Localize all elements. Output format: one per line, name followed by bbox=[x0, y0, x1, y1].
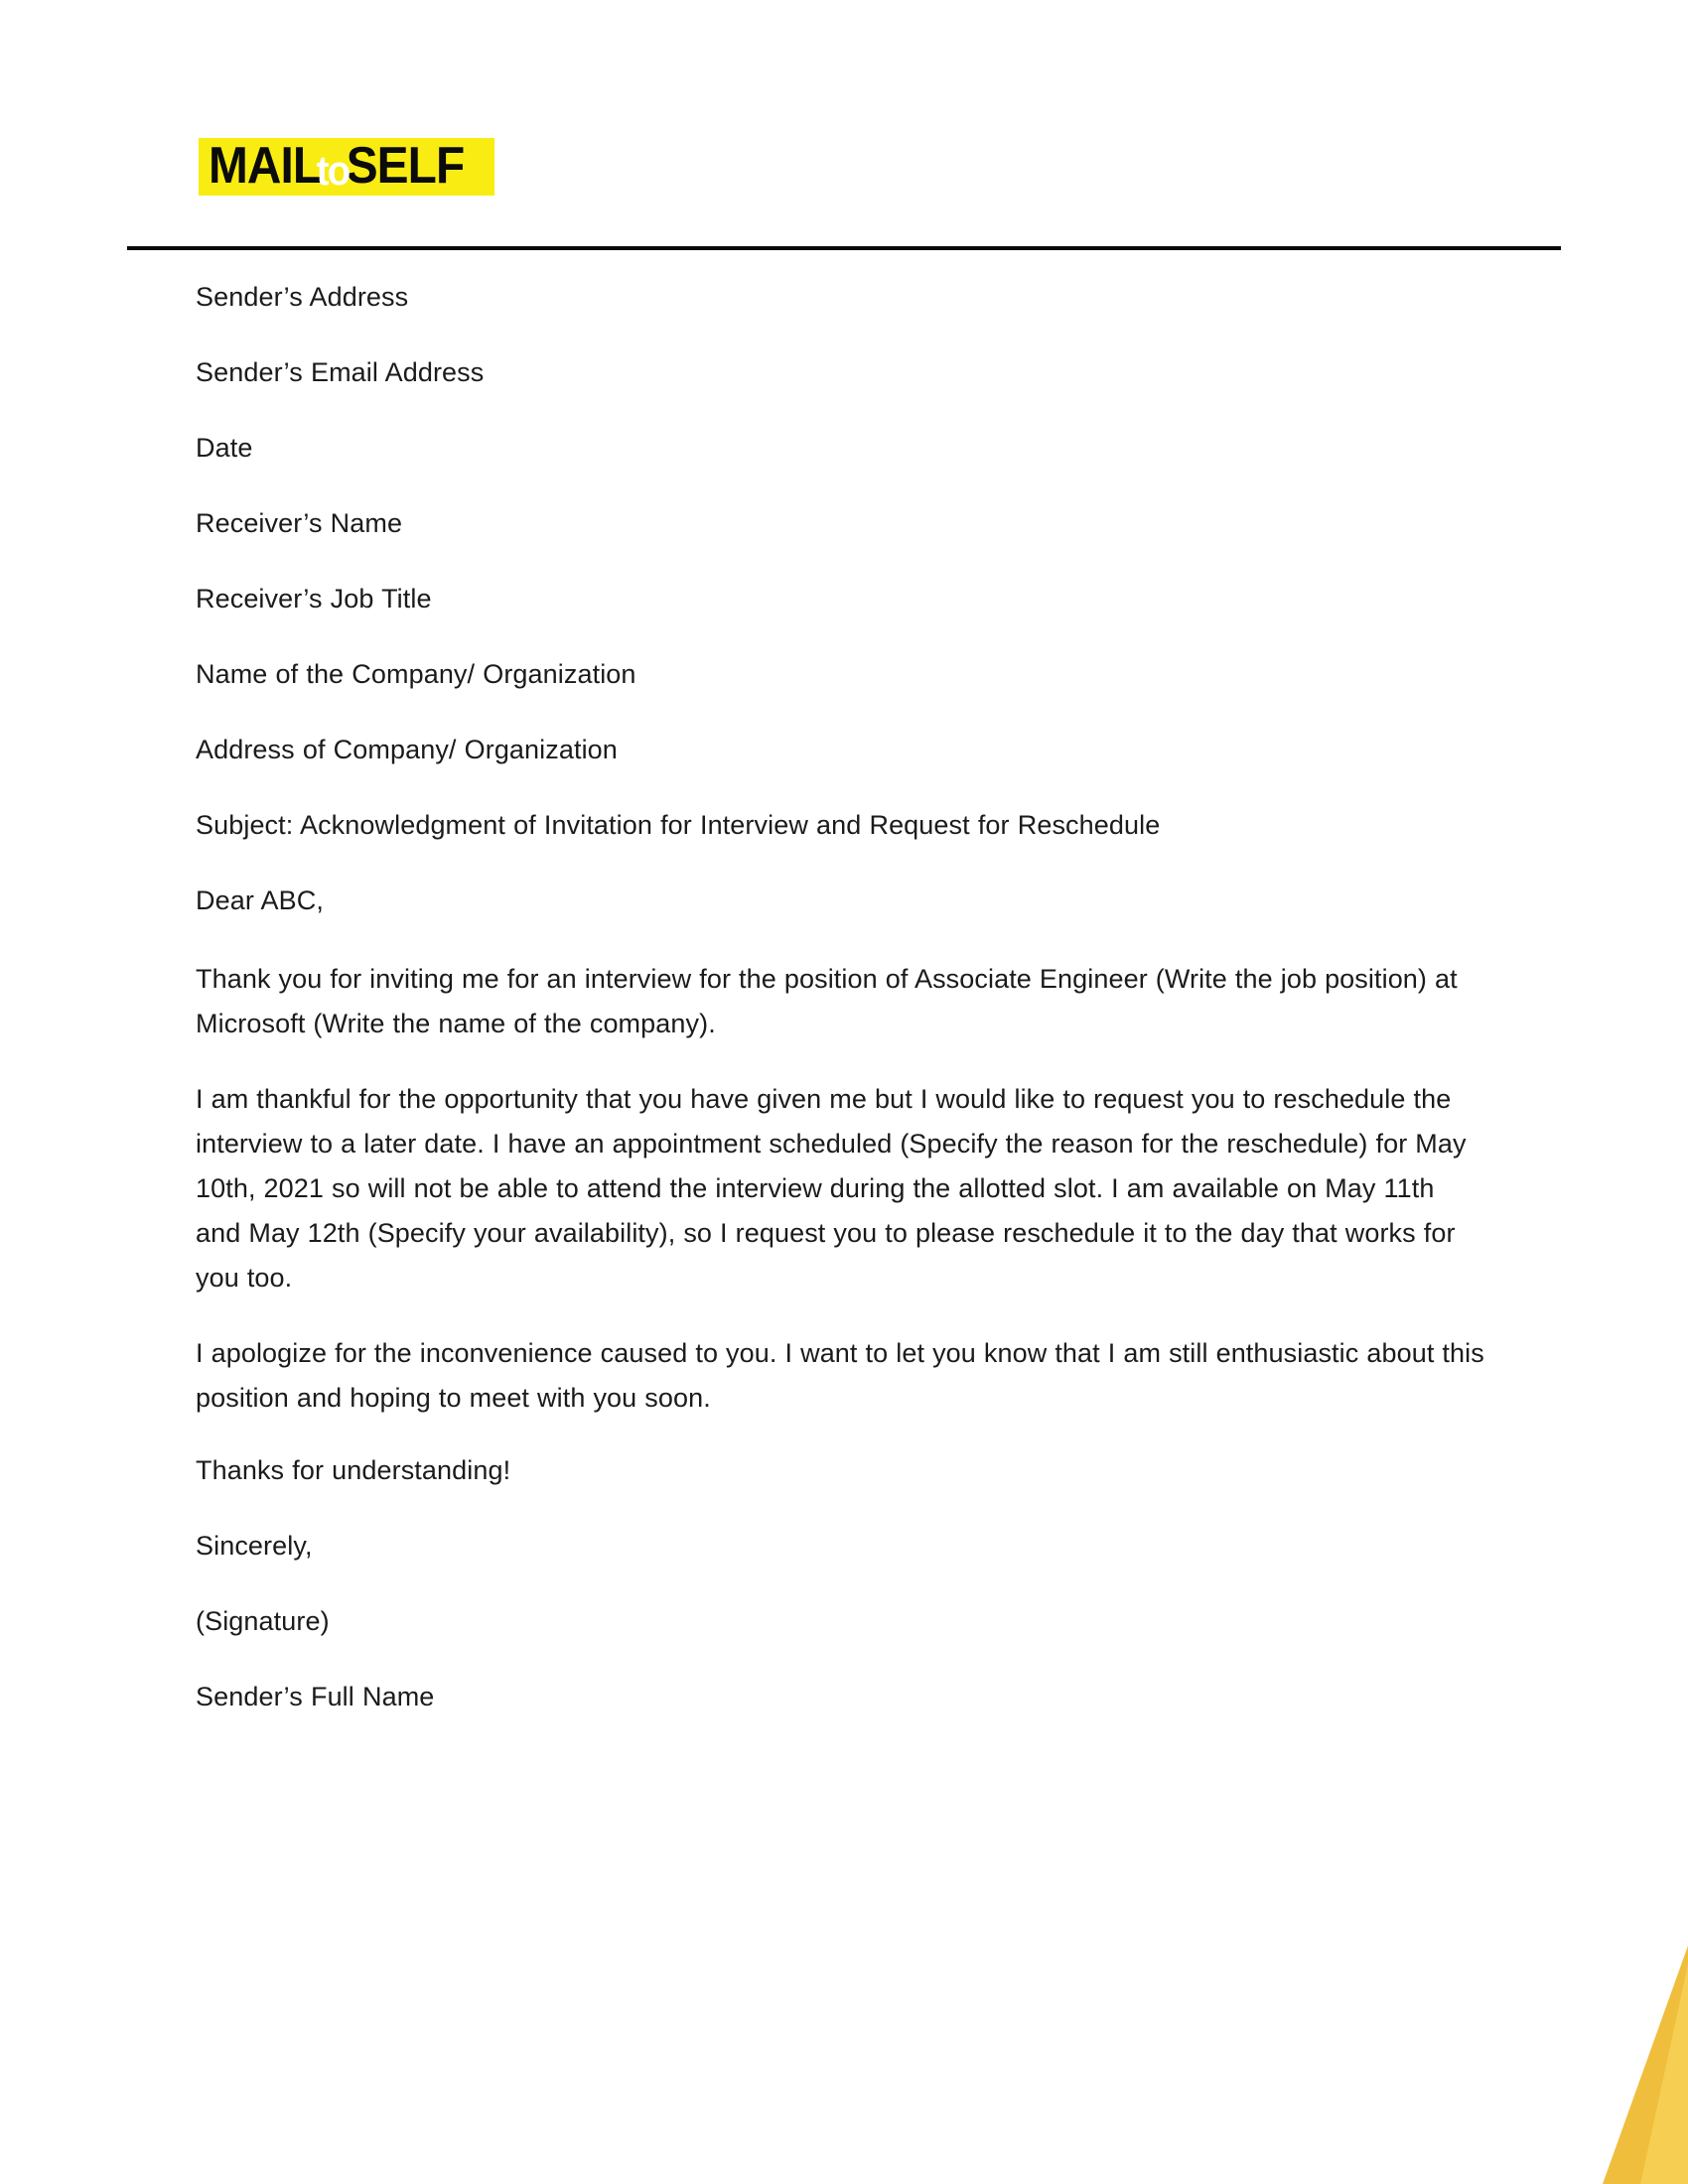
closing-valediction-line: Sincerely, bbox=[196, 1531, 313, 1561]
body-paragraph-1: Thank you for inviting me for an interview for the position of Associate Engineer (Write the job position) at Microsoft (Write the name of the company). bbox=[196, 964, 1458, 1038]
salutation-line: Dear ABC, bbox=[196, 886, 324, 915]
receiver-job-title-line: Receiver’s Job Title bbox=[196, 584, 432, 614]
closing-thanks-line: Thanks for understanding! bbox=[196, 1455, 511, 1485]
logo-text-to: to bbox=[316, 146, 350, 194]
corner-wedge-dark bbox=[1603, 1918, 1688, 2184]
subject-line: Subject: Acknowledgment of Invitation for Interview and Request for Reschedule bbox=[196, 810, 1161, 840]
sender-email-line: Sender’s Email Address bbox=[196, 357, 485, 387]
date-line: Date bbox=[196, 433, 253, 463]
signature-placeholder: (Signature) bbox=[196, 1606, 330, 1636]
company-name-line: Name of the Company/ Organization bbox=[196, 659, 636, 689]
body-paragraph-2: I am thankful for the opportunity that you have given me but I would like to request you to reschedule the interview to a later date. I have an appointment scheduled (Specify the reason for the reschedule) for May 10th, 2021 so will not be able to attend the interview during the allotted slot. I am available on May 11th and May 12th (Specify your availability), so I request you to please reschedule it to the day that works for you too. bbox=[196, 1084, 1467, 1293]
sender-address-line: Sender’s Address bbox=[196, 282, 409, 312]
corner-decoration bbox=[1569, 1886, 1688, 2184]
logo-wordmark bbox=[209, 136, 465, 195]
letter-body bbox=[196, 278, 1484, 1753]
company-address-line: Address of Company/ Organization bbox=[196, 735, 618, 764]
receiver-name-line: Receiver’s Name bbox=[196, 508, 403, 538]
body-paragraph-3: I apologize for the inconvenience caused to you. I want to let you know that I am still enthusiastic about this position and hoping to meet with you soon. bbox=[196, 1338, 1484, 1413]
logo-text-self: SELF bbox=[346, 136, 465, 195]
header-divider-rule bbox=[127, 246, 1561, 250]
corner-wedge-light bbox=[1640, 1946, 1688, 2184]
sender-full-name-line: Sender’s Full Name bbox=[196, 1682, 435, 1711]
mailtoself-logo bbox=[199, 138, 494, 196]
logo-text-mail: MAIL bbox=[209, 136, 322, 195]
logo-yellow-block bbox=[199, 138, 494, 196]
